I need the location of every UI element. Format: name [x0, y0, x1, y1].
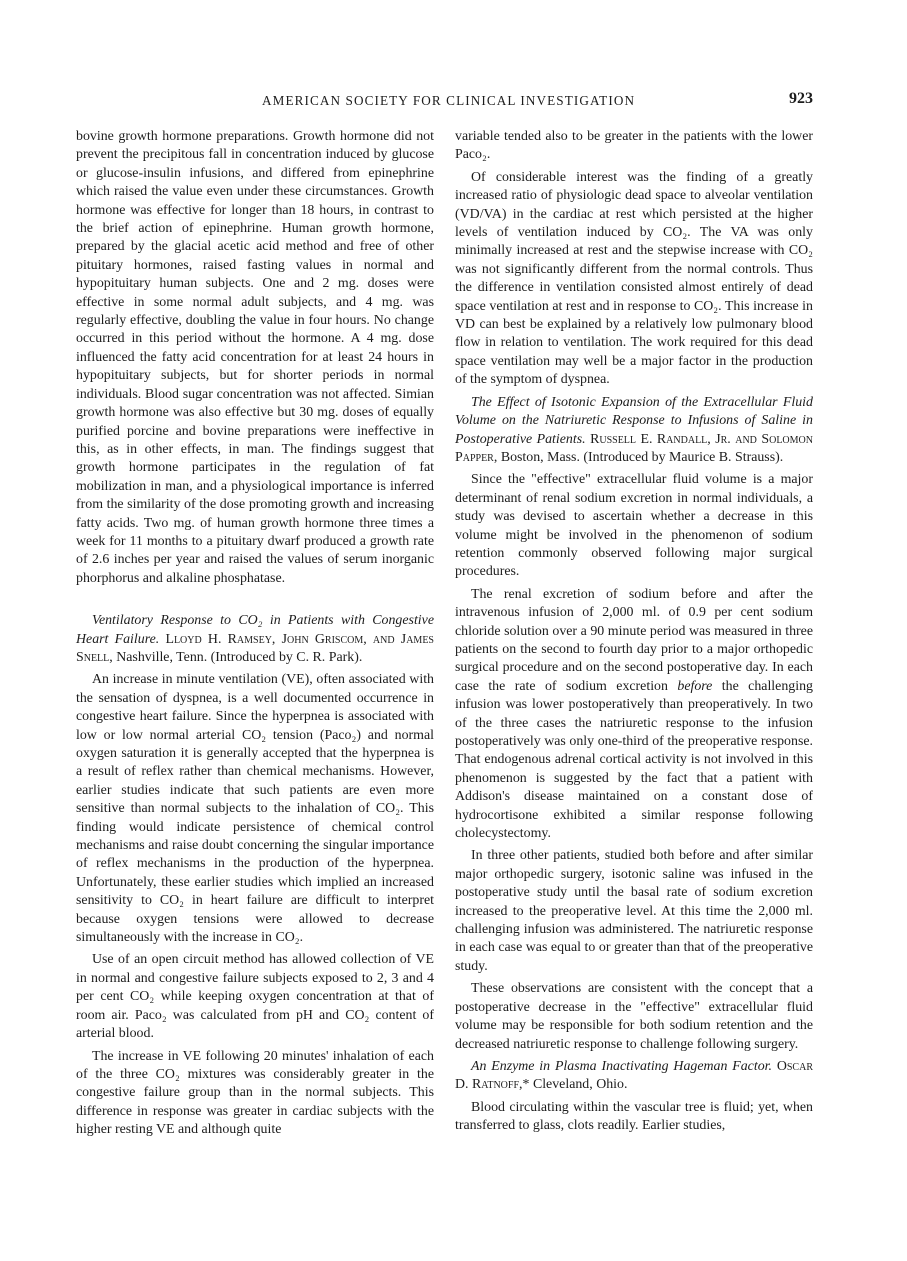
paragraph: The increase in VE following 20 minutes' inhalation of each of the three CO₂ mixtures was considerably greater in the congestive failure group than in the normal subjects. This difference in response was greater in cardiac subjects with the higher resting VE and although quite: [76, 1048, 434, 1138]
paragraph: bovine growth hormone preparations. Growth hormone did not prevent the precipitous fall in concentration induced by glucose or glucose-insulin infusions, and differed from epinephrine which raised the value even under these circumstances. Growth hormone was effective for longer than 18 hours, in contrast to the brief action of epinephrine. Human growth hormone, prepared by the glacial acetic acid method and free of other pituitary hormones, raised fasting values in normal and hypopituitary human subjects. One and 2 mg. doses were effective in some normal adult subjects, and 4 mg. was regularly effective, doubling the value in four hours. No change occurred in this period without the hormone. A 4 mg. dose influenced the fatty acid concentration for at least 24 hours in hypopituitary subjects, but for shorter periods in normal individuals. Blood sugar concentration was not affected. Simian growth hormone was also effective but 30 mg. doses of equally purified porcine and bovine preparations were ineffective in this, as in other effects, in man. The findings suggest that growth hormone participates in the regulation of fat mobilization in man, and a physiological importance is inferred from the similarity of the dose promoting growth and increasing fatty acids. Two mg. of human growth hormone three times a week for 11 months to a pituitary dwarf produced a growth rate of 2.6 inches per year and raised the values of serum inorganic phorphorus and alkaline phosphatase.: [76, 129, 434, 586]
page-header: [0, 84, 907, 114]
left-column: [76, 128, 434, 1144]
paragraph: variable tended also to be greater in the patients with the lower Paco₂.: [455, 129, 813, 163]
article-heading: [455, 1058, 813, 1095]
article-heading: [455, 394, 813, 468]
right-column: [455, 128, 813, 1140]
text-run: The renal excretion of sodium before and after the intravenous infusion of 2,000 ml. of 0.9 per cent sodium chloride solution over a 90 minute period was measured in three patients on the second to fourth day prior to a major orthopedic surgical procedure and on the second postoperative day. In each case the rate of sodium excretion: [455, 586, 813, 694]
paragraph: [455, 586, 813, 844]
article-authors: Oscar D. Ratnoff,*: [455, 1058, 813, 1093]
paragraph: In three other patients, studied both before and after similar major orthopedic surgery, isotonic saline was infused in the postoperative study until the basal rate of sodium excretion increased to the preoperative level. At this time the 2,000 ml. challenging infusion was administered. The natriuretic response in each case was equal to or greater than that of the preoperative study.: [455, 848, 813, 974]
paragraph: Use of an open circuit method has allowed collection of VE in normal and congestive failure subjects exposed to 2, 3 and 4 per cent CO₂ while keeping oxygen concentration at that of room air. Paco₂ was calculated from pH and CO₂ content of arterial blood.: [76, 952, 434, 1042]
emphasis: before: [677, 678, 713, 694]
article-title: An Enzyme in Plasma Inactivating Hageman Factor.: [471, 1058, 772, 1074]
paragraph: Of considerable interest was the finding of a greatly increased ratio of physiologic dead space to alveolar ventilation (VD/VA) in the cardiac at rest which persisted at the higher levels of ventilation induced by CO₂. The VA was only minimally increased at rest and the stepwise increase with CO₂ was not significantly different from the normal controls. Thus the difference in ventilation consisted almost entirely of dead space ventilation at rest and in response to CO₂. This increase in VD can best be explained by a relatively low pulmonary blood flow in relation to ventilation. The work required for this dead space ventilation may well be a major factor in the production of the symptom of dyspnea.: [455, 169, 813, 388]
article-heading: [76, 612, 434, 667]
article-affiliation: Nashville, Tenn. (Introduced by C. R. Park).: [116, 649, 363, 665]
paragraph: Since the "effective" extracellular fluid volume is a major determinant of renal sodium excretion in normal individuals, a study was devised to ascertain whether a decrease in this volume might be involved in the phenomenon of sodium retention commonly observed following major surgical procedures.: [455, 472, 813, 580]
article-affiliation: Cleveland, Ohio.: [532, 1077, 628, 1093]
text-run: the challenging infusion was lower postoperatively than preoperatively. In two of the three cases the natriuretic response to the infusion postoperatively was only one-third of the preoperative response. That endogenous adrenal cortical activity is not involved in this phenomenon is suggested by the fact that a patient with Addison's disease maintained on a constant dose of hydrocortisone exhibited a similar response following cholecystectomy.: [455, 678, 813, 842]
paragraph: These observations are consistent with the concept that a postoperative decrease in the "effective" extracellular fluid volume may be responsible for both sodium retention and the decreased natriuretic response to challenge following surgery.: [455, 981, 813, 1052]
article-title: Ventilatory Response to CO₂ in Patients with Congestive Heart Failure.: [76, 613, 434, 647]
paragraph: An increase in minute ventilation (VE), often associated with the sensation of dyspnea, is a well documented occurrence in congestive heart failure. Since the hyperpnea is associated with low or low normal arterial CO₂ tension (Paco₂) and normal oxygen saturation it is generally accepted that the hyperpnea is a result of reflex rather than chemical mechanisms. However, earlier studies indicate that such patients are even more sensitive than normal subjects to the inhalation of CO₂. This finding would indicate persistence of chemical control mechanisms and raise doubt concerning the singular importance of reflex mechanisms in the production of the hyperpnea. Unfortunately, these earlier studies which implied an increased sensitivity to CO₂ in heart failure are difficult to interpret because oxygen tensions were allowed to decrease simultaneously with the increase in CO₂.: [76, 672, 434, 946]
paragraph: Blood circulating within the vascular tree is fluid; yet, when transferred to glass, clots readily. Earlier studies,: [455, 1099, 813, 1134]
article-authors: Russell E. Randall, Jr. and Solomon Papper,: [455, 431, 813, 465]
article-affiliation: Boston, Mass. (Introduced by Maurice B. Strauss).: [500, 449, 784, 465]
article-authors: Lloyd H. Ramsey, John Griscom, and James Snell,: [76, 631, 434, 665]
page-number: 923: [789, 90, 813, 107]
article-title: The Effect of Isotonic Expansion of the Extracellular Fluid Volume on the Natriuretic Response to Infusions of Saline in Postoperative Patients.: [455, 394, 813, 447]
running-head: AMERICAN SOCIETY FOR CLINICAL INVESTIGATION: [262, 93, 636, 108]
